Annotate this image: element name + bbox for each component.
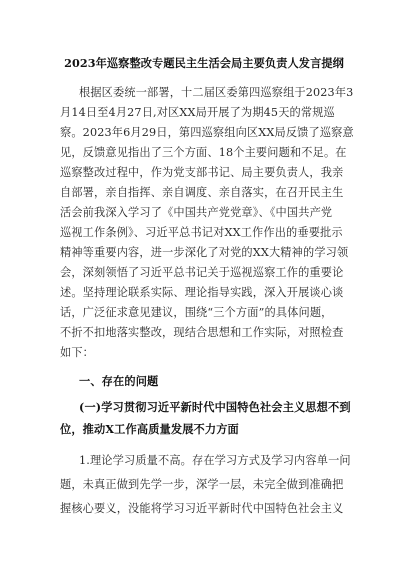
document-title: 2023年巡察整改专题民主生活会局主要负责人发言提纲 <box>64 56 344 70</box>
intro-line-5: 巡察整改过程中，作为党支部书记、局主要负责人，我亲 <box>60 166 344 179</box>
intro-line-9: 精神等重要内容，进一步深化了对党的XX大精神的学习领 <box>60 246 349 259</box>
intro-line-14: 如下： <box>60 346 95 359</box>
intro-line-12: 话，广泛征求意见建议，围绕“三个方面”的具体问题， <box>60 306 333 319</box>
intro-line-6: 自部署，亲自指挥、亲自调度、亲自落实，在召开民主生 <box>60 186 344 199</box>
body-line-3: 握核心要义，没能将学习习近平新时代中国特色社会主义 <box>60 502 344 515</box>
intro-line-1: 根据区委统一部署，十二届区委第四巡察组于2023年3 <box>79 86 354 99</box>
intro-line-7: 活会前我深入学习了《中国共产党党章》、《中国共产党 <box>60 206 333 219</box>
intro-line-10: 会，深刻领悟了习近平总书记关于巡视巡察工作的重要论 <box>60 266 344 279</box>
intro-line-11: 述。坚持理论联系实际、理论指导实践，深入开展谈心谈 <box>60 286 344 299</box>
body-line-2: 题，未真正做到先学一步，深学一层，未完全做到准确把 <box>60 478 344 491</box>
intro-line-3: 察。2023年6月29日，第四巡察组向区XX局反馈了巡察意 <box>60 126 354 139</box>
intro-line-13: 不折不扣地落实整改，现结合思想和工作实际，对照检查 <box>60 326 344 339</box>
body-line-1: 1.理论学习质量不高。存在学习方式及学习内容单一问 <box>79 454 351 467</box>
sub-heading-line-1: (一)学习贯彻习近平新时代中国特色社会主义思想不到 <box>79 400 351 414</box>
intro-line-4: 见，反馈意见指出了三个方面、18个主要问题和不足。在 <box>60 146 347 159</box>
section-heading: 一、存在的问题 <box>79 374 159 388</box>
intro-line-8: 巡视工作条例》、习近平总书记对XX工作作出的垂要批示 <box>60 226 343 239</box>
sub-heading-line-2: 位，推动X工作高质量发展不力方面 <box>60 422 239 436</box>
intro-line-2: 月14日至4月27日,对区XX局开展了为期45天的常规巡 <box>60 106 335 119</box>
